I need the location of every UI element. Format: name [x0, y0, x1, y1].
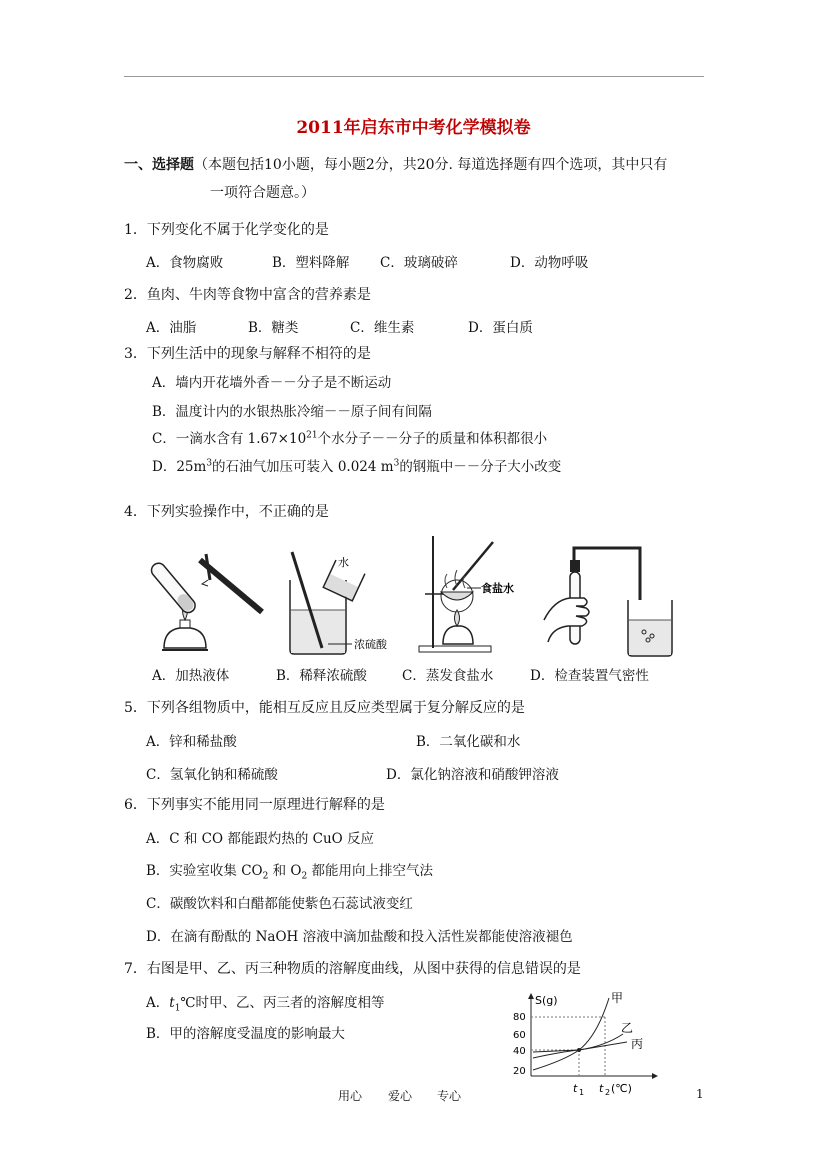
label-yi: 乙	[621, 1021, 634, 1035]
figure-heating-liquid	[150, 540, 270, 660]
figure-gas-tightness	[540, 540, 680, 660]
section-header	[124, 154, 667, 174]
section-desc: （本题包括10小题，每小题2分，共20分. 每道选择题有四个选项，其中只有	[194, 157, 668, 173]
header-rule	[124, 76, 704, 77]
label-water: 水	[338, 556, 349, 569]
option: B．稀释浓硫酸	[276, 668, 367, 684]
option: A．油脂	[146, 320, 197, 336]
question-stem: 3．下列生活中的现象与解释不相符的是	[124, 346, 371, 362]
x-tick-t2-sub: 2	[605, 1088, 611, 1097]
y-tick-label: 40	[513, 1046, 526, 1057]
figure-evaporation	[405, 532, 525, 660]
option: D．氯化钠溶液和硝酸钾溶液	[386, 767, 559, 783]
option: D．检查装置气密性	[530, 668, 649, 684]
y-tick-label: 80	[513, 1012, 526, 1023]
curve-yi	[533, 1034, 623, 1058]
section-label: 一、选择题	[124, 157, 194, 173]
option: A．$t_1℃$时甲、乙、丙三者的溶解度相等	[146, 995, 385, 1014]
question-stem: 2．鱼肉、牛肉等食物中富含的营养素是	[124, 287, 371, 303]
x-tick-t1-sub: 1	[579, 1088, 585, 1097]
x-axis-unit: (℃)	[611, 1082, 632, 1095]
option: A．墙内开花墙外香－－分子是不断运动	[152, 375, 392, 391]
question-stem: 5．下列各组物质中，能相互反应且反应类型属于复分解反应的是	[124, 700, 525, 716]
option: D．在滴有酚酞的 NaOH 溶液中滴加盐酸和投入活性炭都能使溶液褪色	[146, 929, 573, 945]
option: B．塑料降解	[272, 255, 350, 271]
option: B．实验室收集 $CO_2$ 和 $O_2$ 都能用向上排空气法	[146, 863, 434, 882]
page-title: 2011年启东市中考化学模拟卷	[296, 118, 531, 138]
x-tick-t2: t	[599, 1082, 604, 1095]
y-tick-label: 20	[513, 1066, 526, 1077]
option: C．一滴水含有 $1.67\times 10^{21}$个水分子－－分子的质量和体积都很小	[152, 430, 548, 447]
option: A．食物腐败	[146, 255, 224, 271]
option: A．加热液体	[152, 668, 230, 684]
question-stem: 1．下列变化不属于化学变化的是	[124, 222, 329, 238]
option: D．动物呼吸	[510, 255, 589, 271]
label-salt-water: 食盐水	[481, 582, 514, 595]
option: D．蛋白质	[468, 320, 533, 336]
option: A．C 和 CO 都能跟灼热的 CuO 反应	[146, 831, 375, 847]
option: C．蒸发食盐水	[402, 668, 494, 684]
figure-diluting-acid	[282, 550, 402, 660]
option: D．$25m^3$的石油气加压可装入 0.024 $m^3$的钢瓶中－－分子大小改变	[152, 458, 562, 475]
question-stem: 4．下列实验操作中，不正确的是	[124, 504, 329, 520]
footer-word: 用心	[338, 1089, 363, 1103]
option: B．甲的溶解度受温度的影响最大	[146, 1026, 345, 1042]
question-stem: 7．右图是甲、乙、丙三种物质的溶解度曲线，从图中获得的信息错误的是	[124, 961, 581, 977]
label-acid: 浓硫酸	[354, 638, 387, 651]
curve-jia	[533, 998, 609, 1070]
solubility-graph	[505, 990, 665, 1102]
label-bing: 丙	[631, 1037, 644, 1051]
option: C．玻璃破碎	[380, 255, 458, 271]
option: B．温度计内的水银热胀冷缩－－原子间有间隔	[152, 404, 432, 420]
option: C．碳酸饮料和白醋都能使紫色石蕊试液变红	[146, 896, 413, 912]
option: B．二氧化碳和水	[416, 734, 521, 750]
label-jia: 甲	[611, 991, 624, 1005]
question-stem: 6．下列事实不能用同一原理进行解释的是	[124, 797, 385, 813]
y-tick-label: 60	[513, 1030, 526, 1041]
section-desc-cont: 一项符合题意。）	[210, 185, 315, 201]
option: A．锌和稀盐酸	[146, 734, 237, 750]
y-axis-label: S(g)	[535, 994, 558, 1007]
footer-word: 爱心	[388, 1089, 413, 1103]
x-tick-t1: t	[573, 1082, 578, 1095]
option: C．维生素	[350, 320, 415, 336]
option: B．糖类	[248, 320, 299, 336]
option: C．氢氧化钠和稀硫酸	[146, 767, 278, 783]
footer-word: 专心	[437, 1089, 462, 1103]
page-number: 1	[696, 1087, 704, 1101]
